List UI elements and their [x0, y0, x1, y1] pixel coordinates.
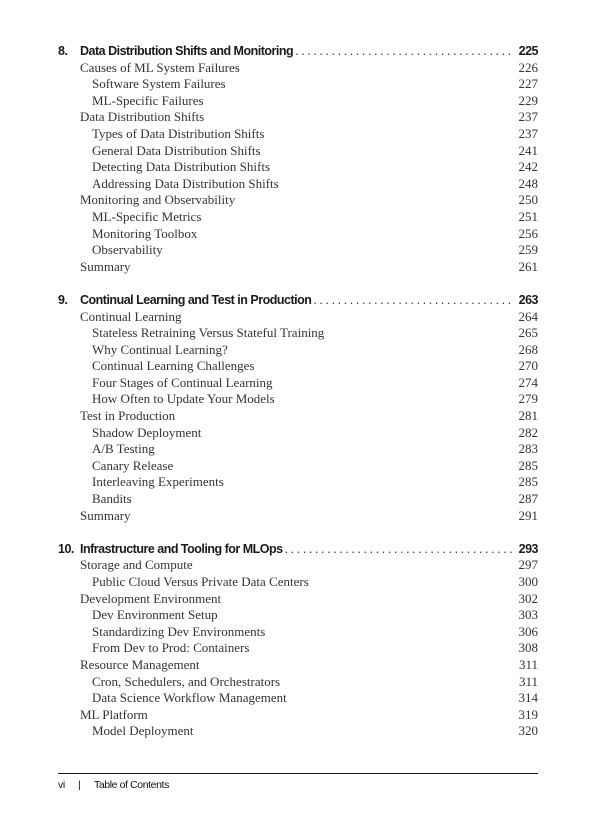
toc-subsection[interactable]: [58, 425, 538, 442]
dot-leader: [295, 43, 513, 60]
chapter-page: 293: [518, 541, 538, 556]
toc-section[interactable]: [58, 109, 538, 126]
entry-title: Bandits: [92, 491, 132, 507]
entry-title: Interleaving Experiments: [92, 474, 224, 490]
entry-page: 302: [518, 590, 538, 606]
toc-subsection[interactable]: [58, 342, 538, 359]
toc-subsection[interactable]: [58, 93, 538, 110]
toc-subsection[interactable]: [58, 640, 538, 657]
entry-page: 261: [518, 258, 538, 274]
entry-page: 237: [518, 125, 538, 141]
entry-title: Data Science Workflow Management: [92, 690, 287, 706]
entry-page: 308: [518, 640, 538, 656]
toc-subsection[interactable]: [58, 574, 538, 591]
dot-leader: [285, 541, 513, 558]
entry-title: Four Stages of Continual Learning: [92, 374, 273, 390]
toc-section[interactable]: [58, 259, 538, 276]
toc-subsection[interactable]: [58, 126, 538, 143]
toc-subsection[interactable]: [58, 723, 538, 740]
chapter-title: Data Distribution Shifts and Monitoring: [80, 44, 294, 58]
chapter-title: Continual Learning and Test in Production: [80, 292, 312, 307]
entry-page: 242: [518, 159, 538, 175]
entry-page: 319: [518, 706, 538, 722]
toc-subsection[interactable]: [58, 209, 538, 226]
entry-page: 291: [518, 507, 538, 523]
toc-subsection[interactable]: [58, 375, 538, 392]
entry-title: ML Platform: [80, 706, 148, 722]
entry-title: Monitoring and Observability: [80, 192, 236, 208]
entry-title: ML-Specific Failures: [92, 92, 204, 108]
entry-title: A/B Testing: [92, 441, 155, 457]
toc-subsection[interactable]: [58, 624, 538, 641]
chapter-page: 263: [518, 292, 538, 307]
toc-subsection[interactable]: [58, 226, 538, 243]
footer-page-number: vi: [58, 779, 65, 791]
entry-title: Resource Management: [80, 656, 200, 672]
footer-rule: [58, 773, 538, 774]
chapter-spacer: [58, 275, 538, 292]
entry-page: 256: [518, 225, 538, 241]
entry-title: Causes of ML System Failures: [80, 59, 240, 75]
entry-page: 311: [518, 656, 538, 672]
toc-section[interactable]: [58, 557, 538, 574]
entry-title: Addressing Data Distribution Shifts: [92, 175, 279, 191]
entry-title: Canary Release: [92, 457, 174, 473]
entry-page: 282: [518, 424, 538, 440]
footer-separator: |: [78, 779, 81, 791]
chapter-heading[interactable]: [58, 541, 538, 558]
toc-subsection[interactable]: [58, 474, 538, 491]
entry-page: 250: [518, 192, 538, 208]
toc-subsection[interactable]: [58, 458, 538, 475]
page-footer: [58, 779, 169, 791]
entry-title: Model Deployment: [92, 723, 194, 739]
entry-page: 279: [518, 391, 538, 407]
entry-page: 226: [518, 59, 538, 75]
entry-title: ML-Specific Metrics: [92, 208, 202, 224]
entry-title: Continual Learning: [80, 308, 182, 324]
table-of-contents: [58, 43, 538, 740]
chapter-heading[interactable]: [58, 43, 538, 60]
entry-title: Summary: [80, 258, 131, 274]
toc-section[interactable]: [58, 657, 538, 674]
entry-title: Observability: [92, 242, 163, 258]
entry-page: 274: [518, 374, 538, 390]
entry-page: 270: [518, 358, 538, 374]
toc-subsection[interactable]: [58, 76, 538, 93]
entry-page: 227: [518, 76, 538, 92]
entry-page: 268: [518, 341, 538, 357]
chapter-number: 8.: [58, 44, 68, 58]
toc-subsection[interactable]: [58, 159, 538, 176]
entry-title: Test in Production: [80, 408, 176, 424]
footer-section-title: Table of Contents: [94, 779, 169, 791]
chapter-page: 225: [518, 44, 538, 58]
entry-title: Software System Failures: [92, 76, 226, 92]
entry-page: 311: [518, 673, 538, 689]
entry-page: 285: [518, 474, 538, 490]
entry-title: Monitoring Toolbox: [92, 225, 198, 241]
entry-title: Shadow Deployment: [92, 424, 202, 440]
chapter-heading[interactable]: [58, 292, 538, 309]
entry-page: 237: [518, 109, 538, 125]
entry-title: General Data Distribution Shifts: [92, 142, 261, 158]
entry-title: Detecting Data Distribution Shifts: [92, 159, 271, 175]
toc-subsection[interactable]: [58, 358, 538, 375]
toc-subsection[interactable]: [58, 143, 538, 160]
entry-title: Stateless Retraining Versus Stateful Training: [92, 325, 325, 341]
entry-page: 259: [518, 242, 538, 258]
toc-section[interactable]: [58, 192, 538, 209]
toc-subsection[interactable]: [58, 491, 538, 508]
toc-subsection[interactable]: [58, 607, 538, 624]
toc-section[interactable]: [58, 591, 538, 608]
toc-subsection[interactable]: [58, 441, 538, 458]
entry-title: Development Environment: [80, 590, 222, 606]
entry-page: 314: [518, 690, 538, 706]
entry-title: Dev Environment Setup: [92, 607, 218, 623]
toc-subsection[interactable]: [58, 325, 538, 342]
entry-title: How Often to Update Your Models: [92, 391, 275, 407]
toc-subsection[interactable]: [58, 674, 538, 691]
entry-title: From Dev to Prod: Containers: [92, 640, 250, 656]
entry-page: 285: [518, 457, 538, 473]
entry-page: 287: [518, 491, 538, 507]
toc-subsection[interactable]: [58, 176, 538, 193]
chapter-number: 9.: [58, 292, 68, 307]
chapter-spacer: [58, 524, 538, 541]
entry-title: Data Distribution Shifts: [80, 109, 205, 125]
entry-title: Public Cloud Versus Private Data Centers: [92, 574, 309, 589]
entry-title: Why Continual Learning?: [92, 341, 228, 357]
entry-page: 283: [518, 441, 538, 457]
toc-section[interactable]: [58, 60, 538, 77]
entry-title: Storage and Compute: [80, 557, 193, 573]
entry-title: Types of Data Distribution Shifts: [92, 125, 265, 141]
entry-page: 241: [518, 142, 538, 158]
entry-page: 248: [518, 175, 538, 191]
dot-leader: [313, 292, 512, 309]
entry-page: 297: [518, 557, 538, 573]
entry-page: 306: [518, 623, 538, 639]
entry-title: Continual Learning Challenges: [92, 358, 255, 374]
entry-title: Cron, Schedulers, and Orchestrators: [92, 673, 281, 689]
toc-section[interactable]: [58, 408, 538, 425]
toc-subsection[interactable]: [58, 242, 538, 259]
entry-page: 264: [518, 308, 538, 324]
entry-title: Standardizing Dev Environments: [92, 623, 266, 639]
entry-page: 303: [518, 607, 538, 623]
entry-page: 320: [518, 723, 538, 739]
entry-page: 281: [518, 408, 538, 424]
entry-page: 229: [518, 92, 538, 108]
toc-section[interactable]: [58, 707, 538, 724]
entry-title: Summary: [80, 507, 131, 523]
entry-page: 251: [518, 208, 538, 224]
toc-subsection[interactable]: [58, 690, 538, 707]
entry-page: 265: [518, 325, 538, 341]
chapter-title: Infrastructure and Tooling for MLOps: [80, 541, 283, 556]
toc-subsection[interactable]: [58, 391, 538, 408]
toc-section[interactable]: [58, 309, 538, 326]
toc-section[interactable]: [58, 508, 538, 525]
entry-page: 300: [518, 574, 538, 589]
chapter-number: 10.: [58, 541, 74, 556]
